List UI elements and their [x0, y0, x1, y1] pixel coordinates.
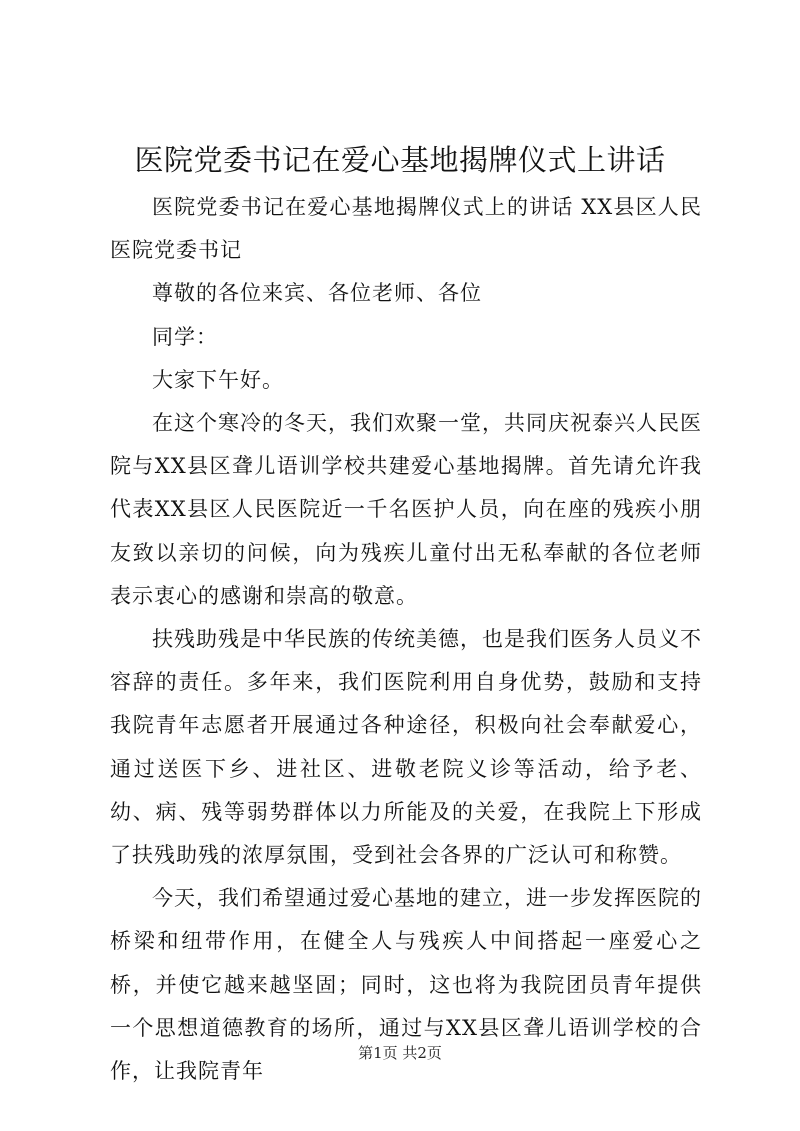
paragraph-intro: 医院党委书记在爱心基地揭牌仪式上的讲话 XX县区人民医院党委书记 — [110, 195, 702, 263]
page-number-footer: 第1页 共2页 — [358, 1044, 442, 1062]
paragraph-greeting: 大家下午好。 — [152, 367, 284, 392]
document-body — [110, 186, 702, 1093]
paragraph-salutation: 尊敬的各位来宾、各位老师、各位 — [152, 281, 482, 306]
paragraph-body-2: 扶残助残是中华民族的传统美德，也是我们医务人员义不容辞的责任。多年来，我们医院利用自身优势，鼓励和支持我院青年志愿者开展通过各种途径，积极向社会奉献爱心，通过送医下乡、进社区、进敬老院义诊等活动，给予老、幼、病、残等弱势群体以力所能及的关爱，在我院上下形成了扶残助残的浓厚氛围，受到社会各界的广泛认可和称赞。 — [110, 627, 702, 868]
paragraph-body-1: 在这个寒冷的冬天，我们欢聚一堂，共同庆祝泰兴人民医院与XX县区聋儿语训学校共建爱心基地揭牌。首先请允许我代表XX县区人民医院近一千名医护人员，向在座的残疾小朋友致以亲切的问候，向为残疾儿童付出无私奉献的各位老师表示衷心的感谢和崇高的敬意。 — [110, 411, 702, 608]
paragraph-salutation-cont: 同学： — [152, 324, 218, 349]
paragraph-body-3: 今天，我们希望通过爱心基地的建立，进一步发挥医院的桥梁和纽带作用，在健全人与残疾人中间搭起一座爱心之桥，并使它越来越坚固；同时，这也将为我院团员青年提供一个思想道德教育的场所，通过与XX县区聋儿语训学校的合作，让我院青年 — [110, 886, 702, 1084]
document-title: 医院党委书记在爱心基地揭牌仪式上讲话 — [134, 143, 666, 177]
